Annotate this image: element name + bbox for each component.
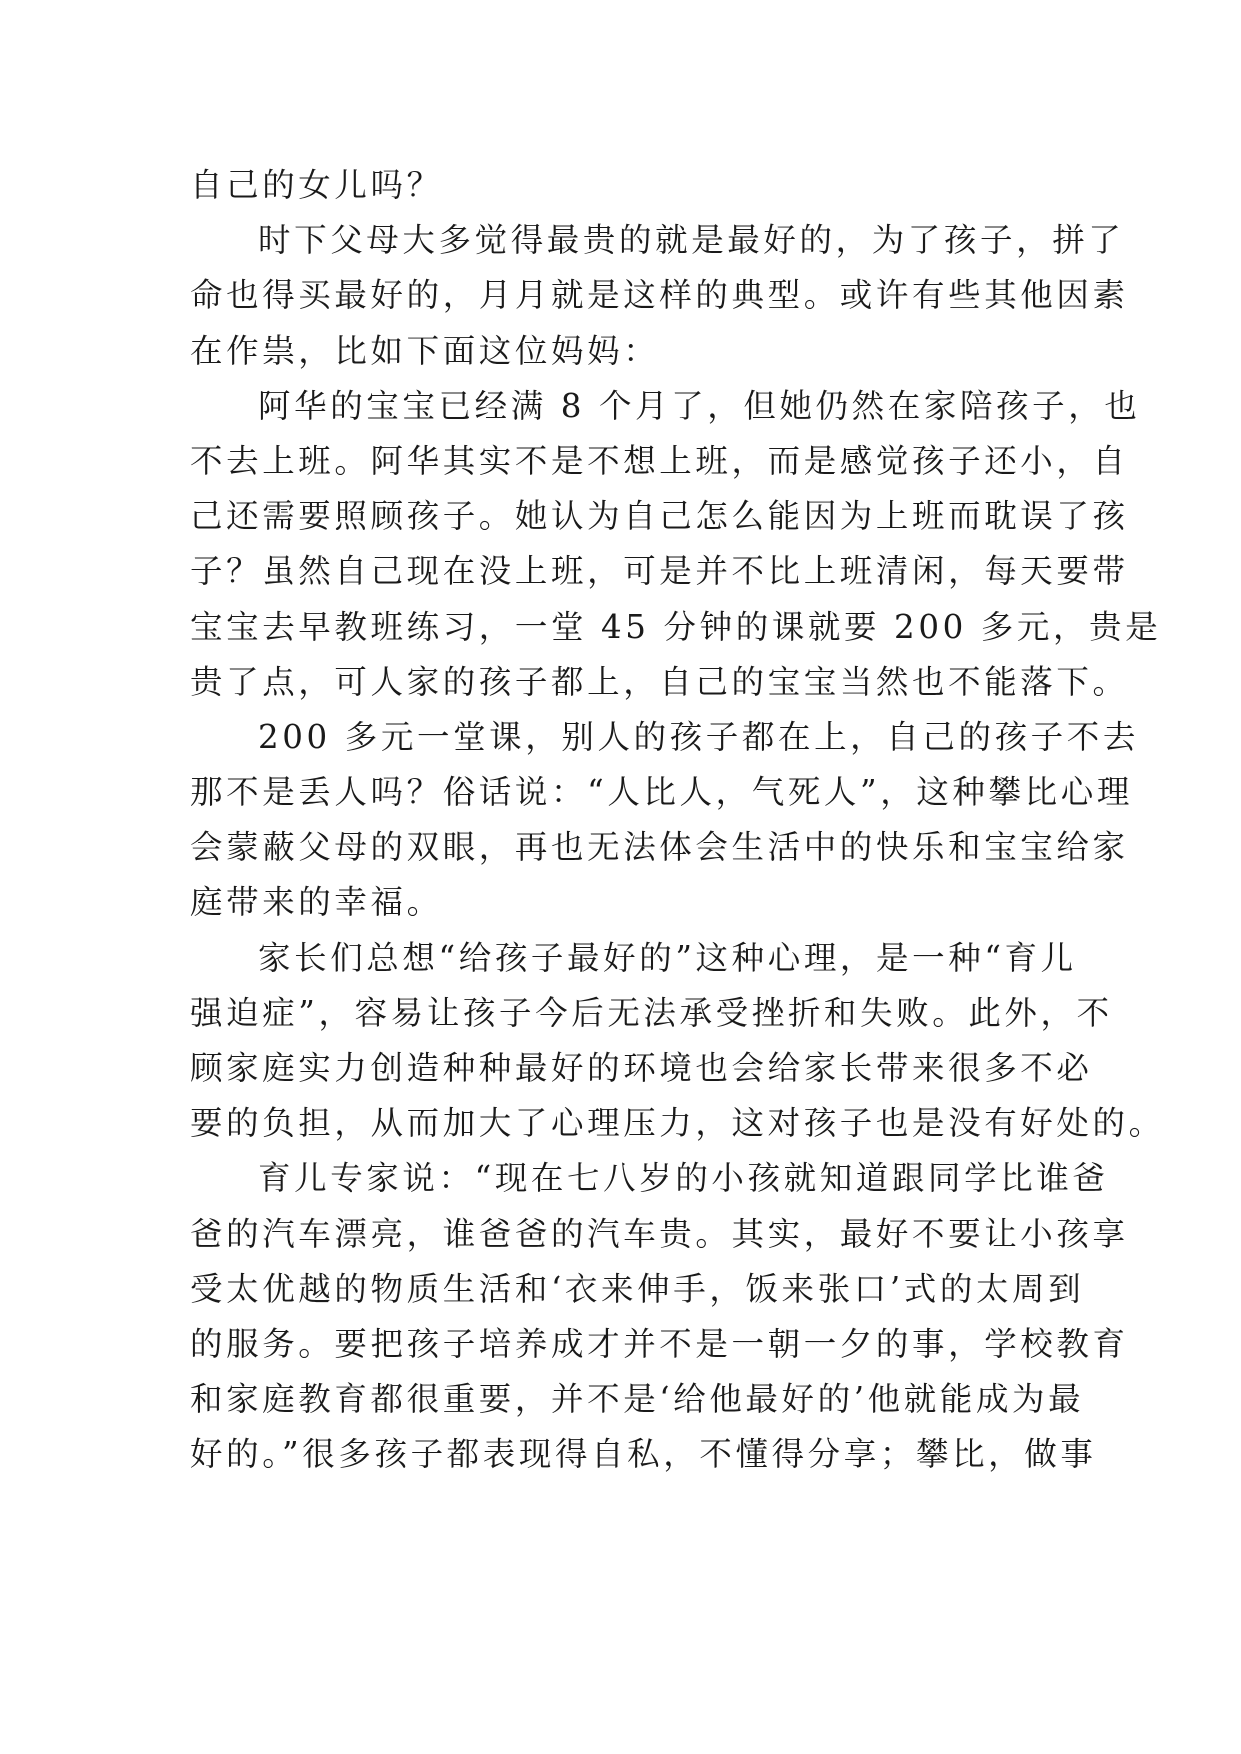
- text-line: 的服务。要把孩子培养成才并不是一朝一夕的事，学校教育: [190, 1324, 1129, 1363]
- text-line: 阿华的宝宝已经满 8 个月了，但她仍然在家陪孩子，也: [258, 386, 1141, 425]
- text-line: 在作祟，比如下面这位妈妈：: [190, 331, 660, 370]
- text-line: 和家庭教育都很重要，并不是‘给他最好的’他就能成为最: [190, 1380, 1085, 1419]
- text-line: 时下父母大多觉得最贵的就是最好的，为了孩子，拼了: [258, 221, 1125, 260]
- text-line: 不去上班。阿华其实不是不想上班，而是感觉孩子还小，自: [190, 441, 1129, 480]
- text-line: 己还需要照顾孩子。她认为自己怎么能因为上班而耽误了孩: [190, 497, 1129, 536]
- text-line: 育儿专家说：“现在七八岁的小孩就知道跟同学比谁爸: [258, 1159, 1109, 1198]
- text-line: 会蒙蔽父母的双眼，再也无法体会生活中的快乐和宝宝给家: [190, 828, 1129, 867]
- body-text: [190, 158, 1165, 1483]
- text-line: 家长们总想“给孩子最好的”这种心理，是一种“育儿: [258, 938, 1077, 977]
- text-line: 受太优越的物质生活和‘衣来伸手，饭来张口’式的太周到: [190, 1269, 1085, 1308]
- text-line: 命也得买最好的，月月就是这样的典型。或许有些其他因素: [190, 276, 1129, 315]
- text-line: 好的。”很多孩子都表现得自私，不懂得分享；攀比，做事: [190, 1435, 1097, 1474]
- text-line: 200 多元一堂课，别人的孩子都在上，自己的孩子不去: [258, 717, 1139, 756]
- text-line: 强迫症”，容易让孩子今后无法承受挫折和失败。此外，不: [190, 993, 1113, 1032]
- text-line: 子？虽然自己现在没上班，可是并不比上班清闲，每天要带: [190, 552, 1129, 591]
- text-line: 爸的汽车漂亮，谁爸爸的汽车贵。其实，最好不要让小孩享: [190, 1214, 1129, 1253]
- text-line: 要的负担，从而加大了心理压力，这对孩子也是没有好处的。: [190, 1104, 1165, 1143]
- text-line: 自己的女儿吗？: [190, 166, 443, 204]
- text-line: 庭带来的幸福。: [190, 883, 443, 922]
- text-line: 宝宝去早教班练习，一堂 45 分钟的课就要 200 多元，贵是: [190, 607, 1162, 646]
- text-line: 那不是丢人吗？俗话说：“人比人，气死人”，这种攀比心理: [190, 773, 1133, 812]
- text-line: 贵了点，可人家的孩子都上，自己的宝宝当然也不能落下。: [190, 662, 1129, 701]
- text-line: 顾家庭实力创造种种最好的环境也会给家长带来很多不必: [190, 1049, 1093, 1087]
